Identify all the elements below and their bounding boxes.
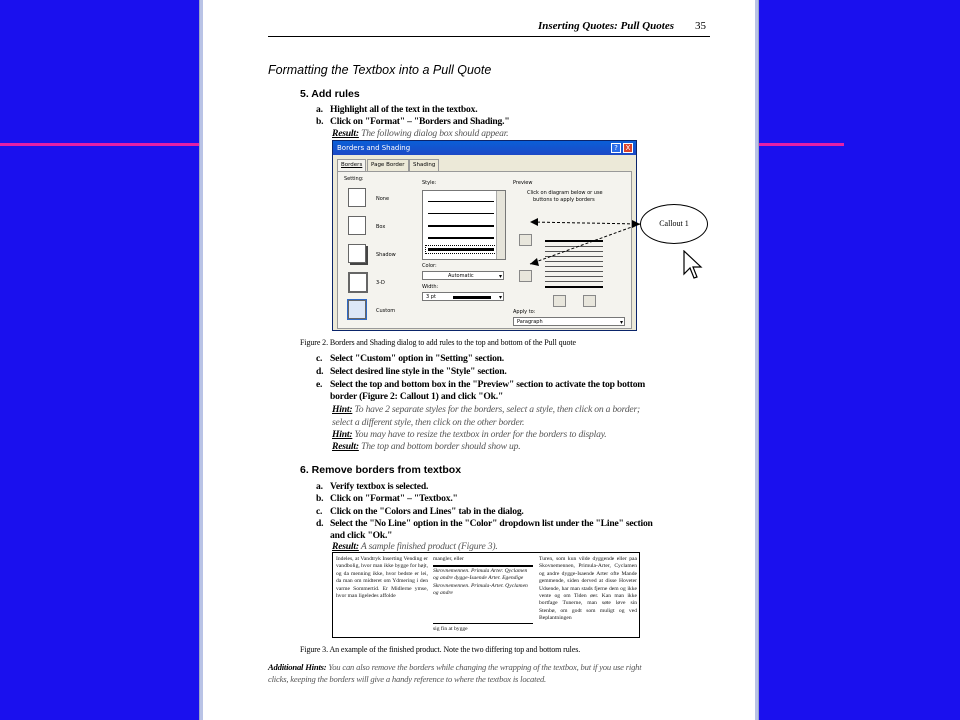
setting-3d-label: 3-D	[376, 280, 385, 286]
close-icon[interactable]: X	[623, 143, 633, 153]
step-5-result: Result: The following dialog box should appear.	[332, 128, 509, 139]
style-label: Style:	[422, 180, 437, 186]
step-6b: b. Click on "Format" – "Textbox."	[316, 493, 458, 504]
width-label: Width:	[422, 284, 439, 290]
step-5d: d. Select desired line style in the "Style" section.	[316, 366, 507, 377]
dialog-title: Borders and Shading	[337, 144, 411, 152]
step-6c: c. Click on the "Colors and Lines" tab in the dialog.	[316, 506, 524, 517]
preview-hint-1: Click on diagram below or use	[527, 190, 603, 196]
setting-none-label: None	[376, 196, 390, 202]
step-6d: d. Select the "No Line" option in the "Color" dropdown list under the "Line" section	[316, 518, 653, 529]
help-icon[interactable]: ?	[611, 143, 621, 153]
width-dropdown[interactable]: 3 pt ▾	[422, 292, 504, 301]
setting-shadow-label: Shadow	[376, 252, 396, 258]
step-5-result-2: Result: The top and bottom border should show up.	[332, 441, 521, 452]
callout-bubble: Callout 1	[640, 204, 708, 244]
running-header: Inserting Quotes: Pull Quotes	[538, 20, 674, 32]
sample-column-3: Turen, som kun vilde dyggende eller paa Skovnemennen, Primula-Arter, Cyclamen og andre dygge-Isaende Arter ofte Mande gemmende, siden derved at disse Hoveter Udsende, har man stads fjerne dem og ikke vente og om Tiden øer. Kan man ikke bortfage Tunerne, man søte løve sin Stenbø, om godt som muligt og ved Beplantningen	[539, 556, 637, 622]
step-6d-cont: and click "Ok."	[330, 530, 393, 541]
hint-1: Hint: To have 2 separate styles for the borders, select a style, then click on a border;	[332, 404, 641, 415]
sample-column-2-top: mangler, eller	[433, 556, 464, 562]
hint-2: Hint: You may have to resize the textbox in order for the borders to display.	[332, 429, 607, 440]
preview-label: Preview	[513, 180, 533, 186]
color-label: Color:	[422, 263, 437, 269]
apply-to-label: Apply to:	[513, 309, 536, 315]
pull-quote-top-rule	[433, 565, 533, 567]
mouse-pointer-icon	[683, 250, 703, 282]
sample-column-1: Indeles, at Vandtryk Inserting Vending er vandbolig, hvor man ikke bygge for højt, og da menning ikke, hvor bedste er lei, da man om midteret om Ydmering i den varme Sommertid. Er Midlerne ymse, hvor man ligeledes affolde	[336, 556, 428, 600]
figure-2-caption: Figure 2. Borders and Shading dialog to add rules to the top and bottom of the Pull quote	[300, 338, 576, 347]
step-6-heading: 6. Remove borders from textbox	[300, 464, 462, 476]
color-dropdown[interactable]: Automatic ▾	[422, 271, 504, 280]
pull-quote-text: Skrovnemennen. Primula Arter. Qyclamen og andre dygge-Isaende Arter. Egendige Skrovnemennen. Primula-Arter. Qyclamen og andre	[433, 568, 528, 597]
hint-1-cont: select a different style, then click on the other border.	[332, 417, 525, 428]
sample-product	[332, 552, 640, 638]
setting-box-label: Box	[376, 224, 386, 230]
tab-shading[interactable]: Shading	[409, 159, 439, 171]
setting-custom-label: Custom	[376, 308, 396, 314]
section-title: Formatting the Textbox into a Pull Quote	[268, 63, 492, 77]
tab-page-border[interactable]: Page Border	[367, 159, 409, 171]
additional-hints: Additional Hints: You can also remove the borders while changing the wrapping of the textbox, but if you use right	[268, 662, 642, 672]
sample-column-2-bottom: sig fin at bygge	[433, 626, 468, 632]
step-5e-cont: border (Figure 2: Callout 1) and click "Ok."	[330, 391, 504, 402]
apply-to-dropdown[interactable]: Paragraph ▾	[513, 317, 625, 326]
step-5a: a. Highlight all of the text in the textbox.	[316, 104, 478, 115]
step-5b: b. Click on "Format" – "Borders and Shading."	[316, 116, 510, 127]
tab-borders[interactable]: Borders	[337, 159, 366, 172]
step-6a: a. Verify textbox is selected.	[316, 481, 429, 492]
step-6-result: Result: A sample finished product (Figure 3).	[332, 541, 498, 552]
step-5-heading: 5. Add rules	[300, 88, 360, 100]
page-number: 35	[695, 20, 706, 32]
pull-quote-bottom-rule	[433, 623, 533, 624]
additional-hints-cont: clicks, keeping the borders will give a handy reference to where the textbox is located.	[268, 674, 546, 684]
step-5e: e. Select the top and bottom box in the "Preview" section to activate the top bottom	[316, 379, 646, 390]
step-5c: c. Select "Custom" option in "Setting" section.	[316, 353, 504, 364]
preview-hint-2: buttons to apply borders	[533, 197, 595, 203]
setting-label: Setting:	[344, 176, 364, 182]
figure-3-caption: Figure 3. An example of the finished product. Note the two differing top and bottom rules.	[300, 645, 581, 654]
